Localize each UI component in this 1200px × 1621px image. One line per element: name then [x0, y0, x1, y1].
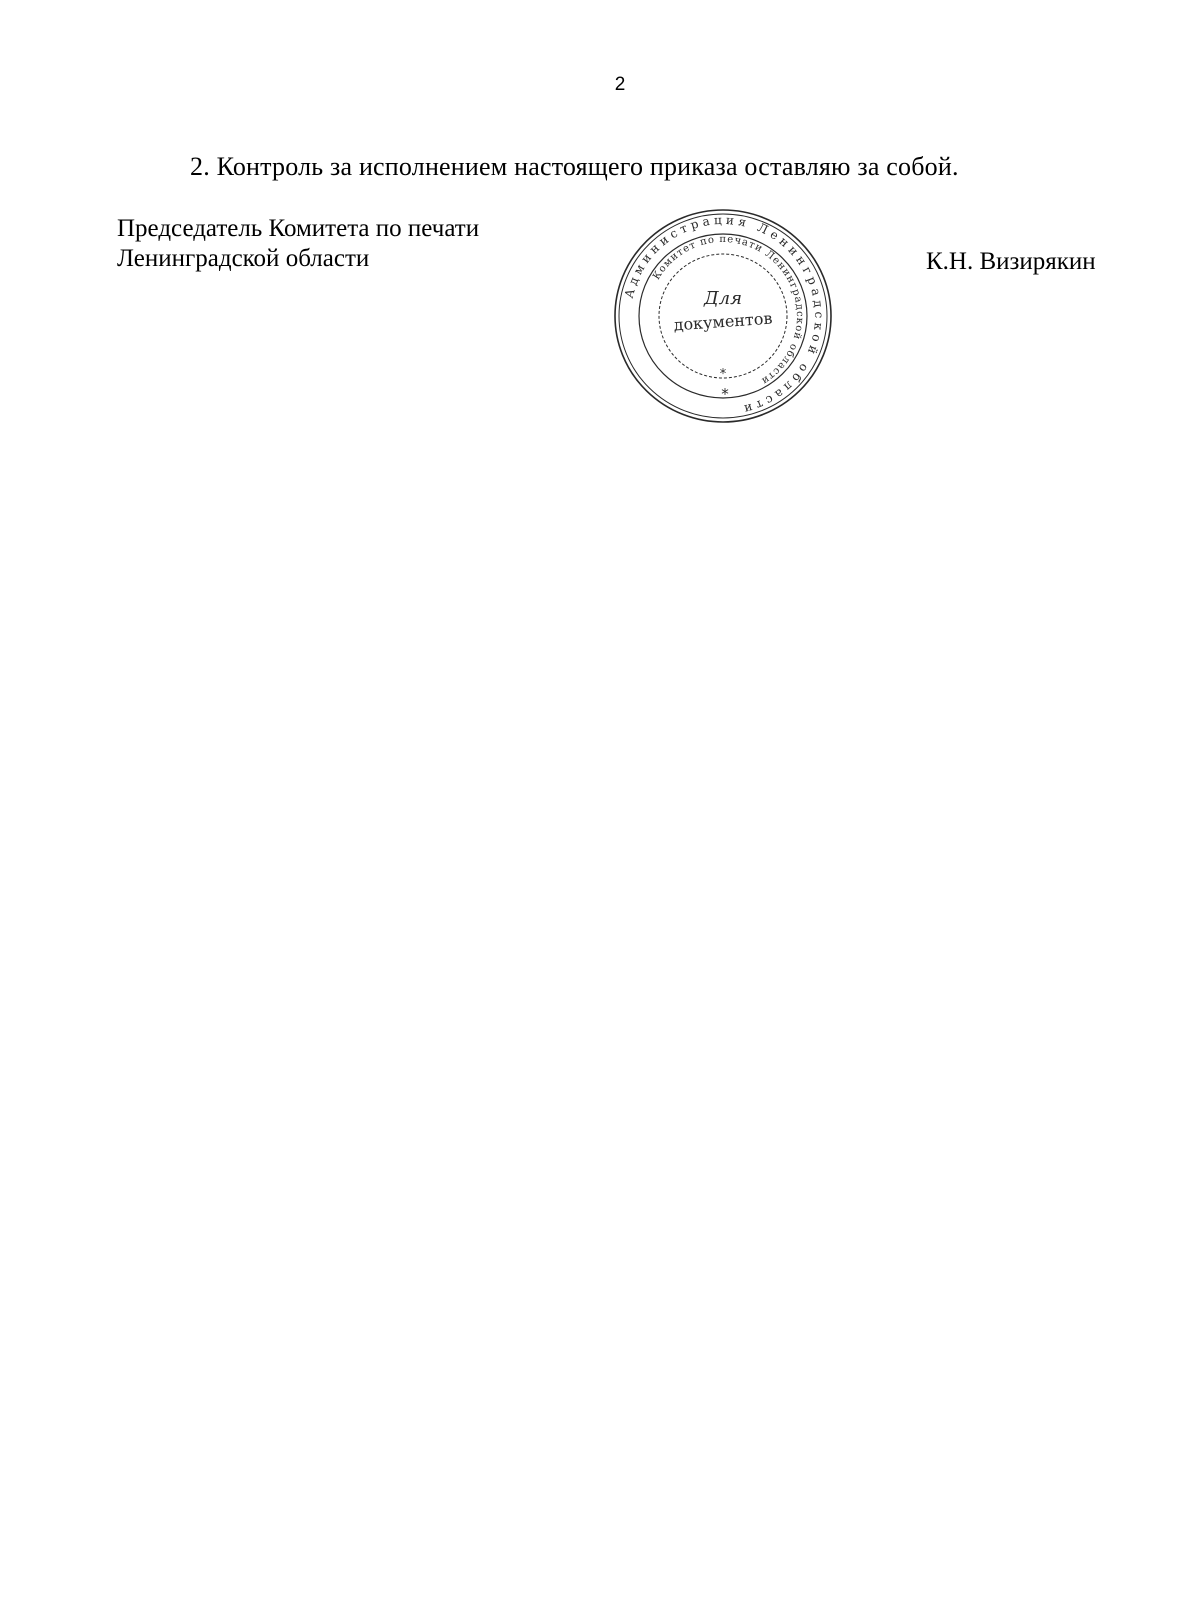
- seal-stamp-icon: [611, 206, 835, 426]
- seal-center-line-2: документов: [672, 308, 773, 335]
- control-paragraph: 2. Контроль за исполнением настоящего приказа оставляю за собой.: [190, 152, 959, 181]
- signatory-position: [117, 214, 479, 274]
- position-line-1: Председатель Комитета по печати: [117, 215, 480, 242]
- page-number: 2: [614, 74, 626, 95]
- signer-name: К.Н. Визирякин: [926, 248, 1096, 275]
- seal-star-2: *: [721, 385, 729, 403]
- official-seal: [611, 206, 835, 426]
- position-line-2: Ленинградской области: [117, 245, 370, 272]
- seal-star-1: *: [719, 367, 727, 382]
- seal-inner-text: Комитет по печати Ленинградской области: [651, 233, 806, 387]
- seal-outer-text: Администрация Ленинградской области: [621, 212, 827, 418]
- seal-center-line-1: Для: [703, 288, 743, 309]
